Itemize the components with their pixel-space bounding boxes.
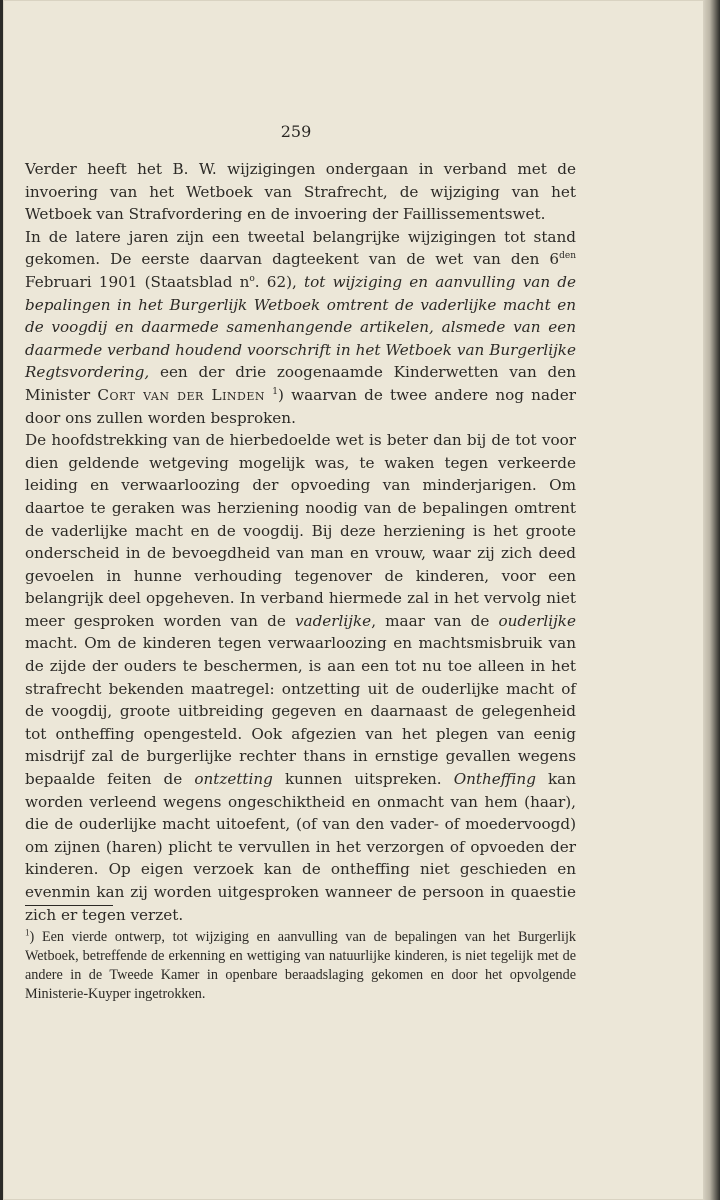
p3-italic-ontzetting: ontzetting	[194, 770, 273, 789]
paragraph-2	[25, 226, 576, 429]
paragraph-3	[25, 429, 576, 926]
p3-text-c: macht. Om de kinderen tegen verwaarloozing en machtsmisbruik van de zijde der ouders te beschermen, is aan een tot nu toe alleen in het strafrecht bekenden maatregel: ontzetting uit de ouderlijke macht of de voogdij, groote uitbreiding gegeven en daarnaast de gelegenheid tot ontheffing opengesteld. Ook afgezien van het plegen van eenig misdrijf zal de burgerlijke rechter thans in ernstige gevallen wegens bepaalde feiten de	[25, 634, 576, 789]
p2-text-c: . 62),	[254, 272, 305, 291]
p3-text-e: kan worden verleend wegens ongeschiktheid en onmacht van hem (haar), die de ouderlijke macht uitoefent, (of van den vader- of moedervoogd) om zijnen (haren) plicht te vervullen in het verzorgen of opvoeden der kinderen. Op eigen verzoek kan de ontheffing niet geschieden en evenmin kan zij worden uitgesproken wanneer de persoon in quaestie zich er tegen verzet.	[25, 770, 577, 924]
p2-text-e: ) waarvan de twee andere nog nader door ons zullen worden besproken.	[25, 385, 576, 427]
p3-italic-ouderlijke: ouderlijke	[498, 611, 576, 630]
p3-text-a: De hoofdstrekking van de hierbedoelde wet is beter dan bij de tot voor dien geldende wetgeving mogelijk was, te waken tegen verkeerde leiding en verwaarloozing der opvoeding van minderjarigen. Om daartoe te geraken was herziening noodig van de bepalingen omtrent de vaderlijke macht en de voogdij. Bij deze herziening is het groote onderscheid in de bevoegdheid van man en vrouw, waar zij zich deed gevoelen in hunne verhouding tegenover de kinderen, voor een belangrijk deel opgeheven. In verband hiermede zal in het vervolg niet meer gesproken worden van de	[25, 431, 576, 630]
p3-text-d: kunnen uitspreken.	[272, 770, 454, 789]
p3-italic-vaderlijke: vaderlijke	[294, 611, 372, 630]
footnote-reference: 1	[272, 386, 278, 397]
superscript-o: o	[249, 273, 255, 284]
book-page	[3, 0, 714, 1200]
page-number: 259	[280, 122, 312, 141]
law-title-italic: tot wijziging en aanvulling van de bepalingen in het Burgerlijk Wetboek omtrent de vaderlijke macht en de voogdij en daarmede samenhangende artikelen, alsmede van een daarmede verband houdend voorschrift in het Wetboek van Burgerlijke Regtsvordering,	[25, 272, 576, 382]
footnote-divider	[25, 905, 113, 906]
page-edge-shadow	[703, 0, 720, 1200]
p3-italic-ontheffing: Ontheffing	[453, 770, 536, 789]
minister-name: Cort van der Linden	[97, 385, 266, 404]
footnote-marker: 1	[25, 927, 30, 938]
paragraph-1-text: Verder heeft het B. W. wijzigingen ondergaan in verband met de invoering van het Wetboek van Strafrecht, de wijziging van het Wetboek van Strafvordering en de invoering der Faillissementswet.	[25, 160, 576, 224]
p2-text-d: een der drie zoogenaamde Kinderwetten van den Minister	[25, 363, 576, 404]
p3-text-b: , maar van de	[371, 611, 499, 630]
superscript-den: den	[559, 251, 576, 262]
p2-text-a: In de latere jaren zijn een tweetal belangrijke wijzigingen tot stand gekomen. De eerste daarvan dagteekent van de wet van den 6	[25, 227, 576, 269]
main-text	[25, 158, 576, 926]
footnote	[25, 928, 576, 1004]
p2-text-b: Februari 1901 (Staatsblad n	[25, 272, 250, 291]
footnote-text: ) Een vierde ontwerp, tot wijziging en aanvulling van de bepalingen van het Burgerlijk Wetboek, betreffende de erkenning en wettiging van natuurlijke kinderen, is niet tegelijk met de andere in de Tweede Kamer in openbare beraadslaging gekomen en door het opvolgende Ministerie-Kuyper ingetrokken.	[25, 929, 576, 1002]
footnote-paragraph	[25, 928, 576, 1004]
paragraph-1	[25, 158, 576, 226]
